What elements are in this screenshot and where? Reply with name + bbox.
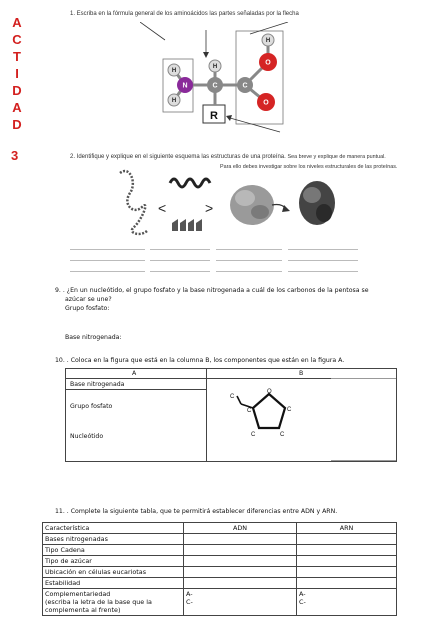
arn-cell[interactable]	[297, 589, 397, 616]
ring-label: C	[280, 432, 285, 438]
table-header-row	[43, 523, 397, 534]
ring-label: C	[230, 394, 235, 400]
row-label-line: (escriba la letra de la base que la	[45, 598, 152, 606]
atom-label: H	[171, 68, 177, 74]
title-letter: T	[13, 49, 21, 64]
item-nucleotido: Nucleótido	[70, 433, 104, 440]
item-base: Base nitrogenada	[70, 381, 125, 388]
atom-label: N	[182, 82, 188, 90]
svg-text:>: >	[205, 200, 214, 216]
adn-cell[interactable]	[184, 534, 297, 545]
q2-text-c: Para ello debes investigar sobre los niveles estructurales de las proteínas.	[220, 164, 398, 170]
q2-text-b: Sea breve y explique de manera puntual.	[287, 154, 386, 160]
atom-label: C	[212, 82, 218, 90]
row-label	[43, 589, 184, 616]
protein-structures-diagram	[112, 165, 362, 240]
table-row	[43, 567, 397, 578]
activity-title	[10, 14, 24, 133]
adn-a: A-	[186, 590, 193, 598]
q11-text: 11. . Complete la siguiente tabla, que te permitirá establecer diferencias entre ADN y ARN.	[55, 508, 338, 515]
ring-label: O	[267, 389, 272, 395]
atom-label: H	[171, 98, 177, 104]
row-label: Bases nitrogenadas	[43, 534, 184, 545]
row-label-line: Complementariedad	[45, 590, 111, 598]
ring-label: C	[247, 408, 252, 414]
header-cell: ADN	[184, 523, 297, 534]
table-row	[43, 534, 397, 545]
arn-cell[interactable]	[297, 545, 397, 556]
title-letter: D	[12, 83, 22, 98]
atom-label: H	[265, 38, 271, 44]
item-fosfato: Grupo fosfato	[70, 403, 113, 410]
r-group-label: R	[210, 110, 218, 122]
atom-label: H	[212, 64, 218, 70]
arn-cell[interactable]	[297, 567, 397, 578]
title-letter: I	[15, 66, 19, 81]
svg-text:<: <	[158, 200, 167, 216]
q9-text	[55, 286, 435, 313]
adn-arn-table	[42, 522, 397, 616]
arn-cell[interactable]	[297, 534, 397, 545]
atom-label: O	[265, 59, 271, 67]
adn-cell[interactable]	[184, 567, 297, 578]
arn-cell[interactable]	[297, 556, 397, 567]
adn-cell[interactable]	[184, 556, 297, 567]
row-label: Tipo de azúcar	[43, 556, 184, 567]
adn-cell[interactable]	[184, 545, 297, 556]
q1-text: 1. Escriba en la fórmula general de los aminoácidos las partes señaladas por la flecha	[70, 11, 299, 17]
col-a-header: A	[132, 370, 137, 377]
row-label: Estabilidad	[43, 578, 184, 589]
header-cell: ARN	[297, 523, 397, 534]
q9-text-a: 9. . ¿En un nucleótido, el grupo fosfato y la base nitrogenada a cuál de los carbonos de la pentosa se	[55, 287, 369, 294]
atom-label: O	[263, 99, 269, 107]
q9-base: Base nitrogenada:	[65, 334, 122, 341]
title-letter: C	[12, 32, 22, 47]
adn-cell[interactable]	[184, 589, 297, 616]
ring-label: C	[287, 407, 292, 413]
pentose-ring	[225, 386, 295, 446]
adn-cell[interactable]	[184, 578, 297, 589]
title-letter: A	[12, 15, 22, 30]
table-row	[43, 545, 397, 556]
table-row	[43, 556, 397, 567]
arn-a: A-	[299, 590, 306, 598]
ring-label: C	[251, 432, 256, 438]
title-letter: D	[12, 117, 22, 132]
q9-fosfato: Grupo fosfato:	[65, 305, 110, 312]
q9-text-b: azúcar se une?	[65, 296, 112, 303]
activity-number: 3	[11, 148, 19, 163]
table-row	[43, 578, 397, 589]
q2-text-a: 2. Identifique y explique en el siguiente esquema las estructuras de una proteína.	[70, 154, 286, 160]
arn-cell[interactable]	[297, 578, 397, 589]
amino-acid-diagram	[140, 22, 300, 134]
row-label-line: complementa al frente)	[45, 606, 121, 614]
header-cell: Característica	[43, 523, 184, 534]
q10-text: 10. . Coloca en la figura que está en la columna B, los componentes que están en la figura A.	[55, 357, 345, 364]
adn-c: C-	[186, 598, 193, 606]
title-letter: A	[12, 100, 22, 115]
q2-text	[70, 153, 386, 161]
row-label: Tipo Cadena	[43, 545, 184, 556]
table-row	[43, 589, 397, 616]
col-b-header: B	[299, 370, 304, 377]
atom-label: C	[242, 82, 248, 90]
row-label: Ubicación en células eucariotas	[43, 567, 184, 578]
arn-c: C-	[299, 598, 306, 606]
